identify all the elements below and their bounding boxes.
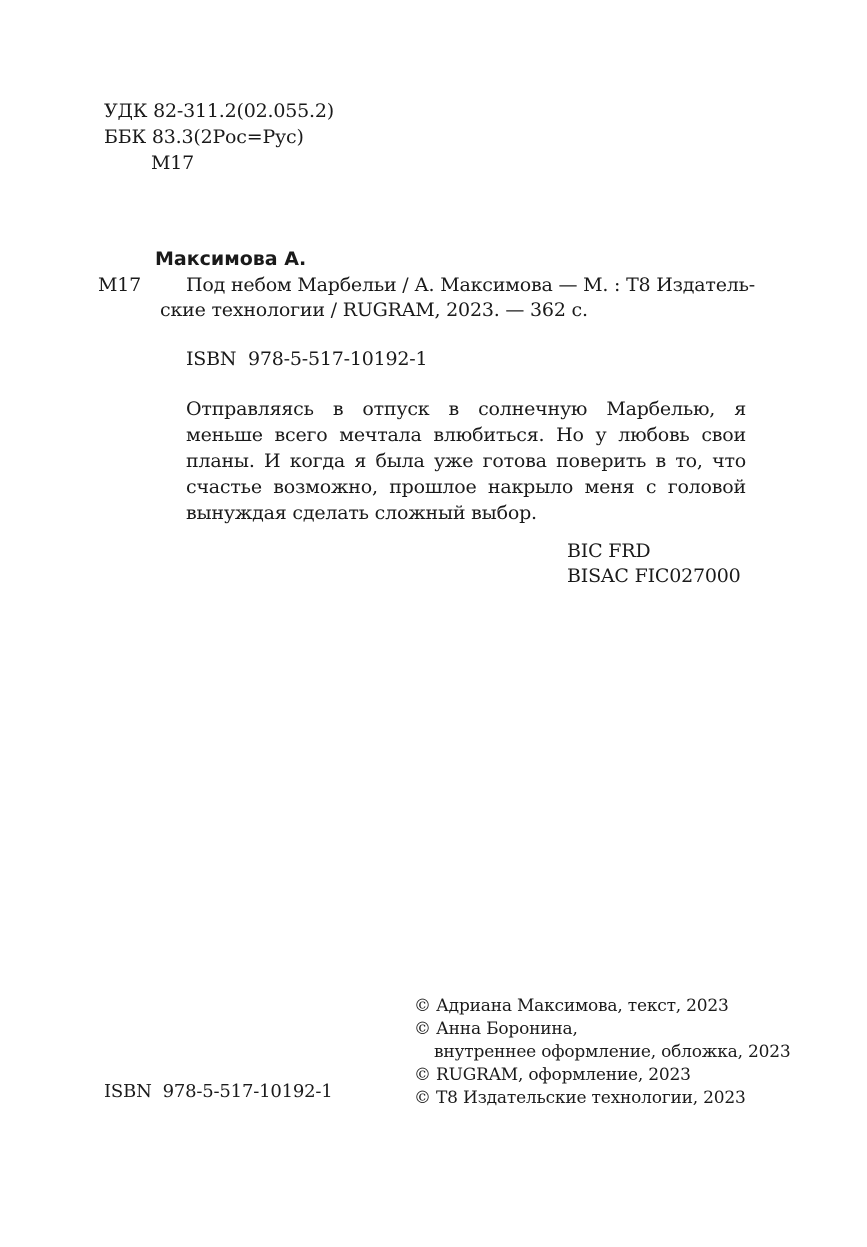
annotation [186, 396, 746, 526]
copyright-line: © RUGRAM, оформление, 2023 [414, 1065, 691, 1085]
author-mark: М17 [98, 274, 142, 296]
bisac-code: BISAC FIC027000 [567, 565, 741, 587]
annotation-text: Отправляясь в отпуск в солнечную Марбелью, я меньше всего мечтала влюбиться. Но у любовь свои планы. И когда я была уже готова поверить в то, что счастье возможно, прошлое накрыло меня с головой вынуждая сделать сложный выбор. [186, 398, 746, 524]
bic-code: BIC FRD [567, 540, 651, 562]
copyright-line: © Т8 Издательские технологии, 2023 [414, 1088, 746, 1108]
udk-code: УДК 82-311.2(02.055.2) [104, 100, 334, 122]
record-line-1: Под небом Марбельи / А. Максимова — М. : Т8 Издатель- [186, 274, 756, 296]
copyright-line: © Адриана Максимова, текст, 2023 [414, 996, 729, 1016]
copyright-list [414, 995, 790, 1110]
copyright-line: © Анна Боронина, [414, 1019, 578, 1039]
bbk-code: ББК 83.3(2Рос=Рус) [104, 126, 304, 148]
record-line-2: ские технологии / RUGRAM, 2023. — 362 с. [160, 299, 588, 321]
author-name: Максимова А. [155, 248, 307, 270]
copyright-line: внутреннее оформление, обложка, 2023 [434, 1042, 791, 1062]
isbn-record: ISBN 978-5-517-10192-1 [186, 348, 428, 370]
isbn-footer: ISBN 978-5-517-10192-1 [104, 1081, 333, 1102]
author-mark-top: М17 [151, 152, 195, 174]
